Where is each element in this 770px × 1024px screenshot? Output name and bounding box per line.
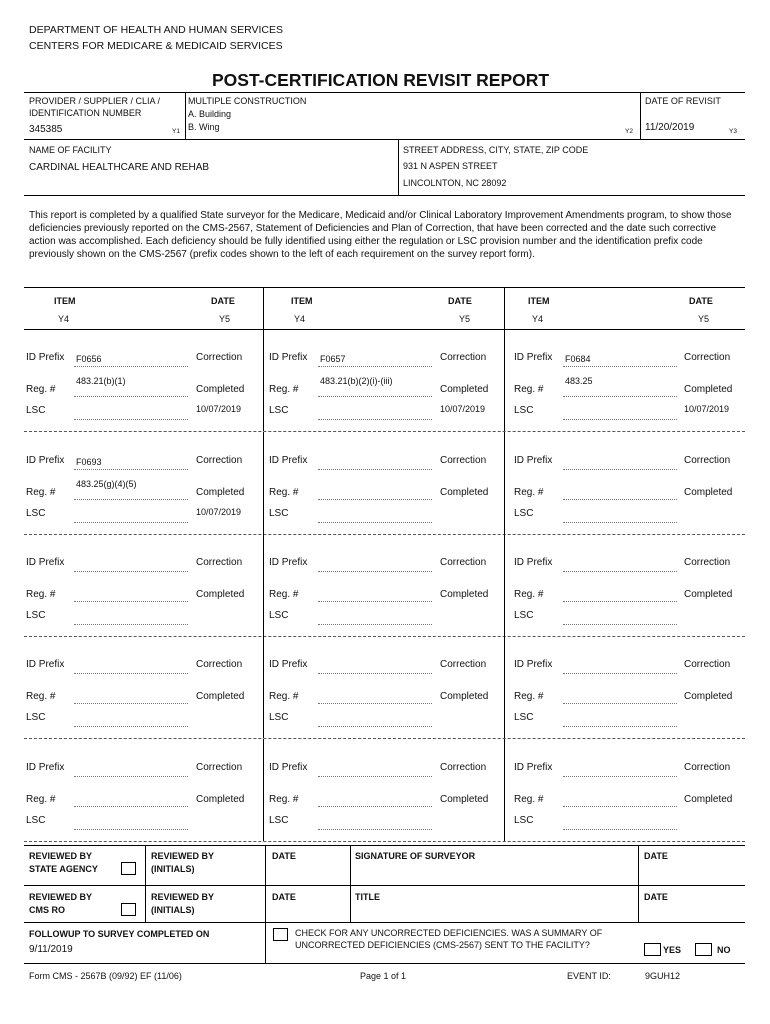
item-header-1: ITEM	[54, 296, 76, 306]
lsc-field	[74, 522, 188, 523]
lsc-field	[74, 726, 188, 727]
reg-number-field	[563, 703, 677, 704]
correction-label: Correction	[196, 352, 243, 363]
id-prefix-label: ID Prefix	[26, 352, 65, 363]
address-label: STREET ADDRESS, CITY, STATE, ZIP CODE	[403, 145, 589, 155]
reg-label: Reg. #	[26, 487, 56, 498]
column-divider	[263, 534, 264, 636]
lsc-label: LSC	[514, 712, 534, 723]
completed-label: Completed	[196, 487, 245, 498]
reg-number-value[interactable]: 483.21(b)(2)(i)-(iii)	[320, 376, 393, 386]
reg-label: Reg. #	[514, 691, 544, 702]
lsc-field	[318, 829, 432, 830]
correction-label: Correction	[196, 762, 243, 773]
completed-label: Completed	[440, 589, 489, 600]
row-separator	[24, 534, 745, 535]
lsc-label: LSC	[514, 405, 534, 416]
intro-paragraph: This report is completed by a qualified State surveyor for the Medicare, Medicaid and/or Clinical Laboratory Improvement Amendments program, to show those deficiencies previously reported on the CMS-2567, Statement of Deficiencies and Plan of Correction, that have been corrected and the date such corrective action was accomplished. Each deficiency should be fully identified using either the regulation or LSC provision number and the identification prefix code previously shown on the CMS-2567 (prefix codes shown to the left of each requirement on the survey report form).	[29, 210, 732, 260]
lsc-field	[74, 419, 188, 420]
reviewed-state-label: REVIEWED BY	[29, 851, 93, 861]
id-prefix-field	[74, 366, 188, 367]
lsc-field	[563, 726, 677, 727]
lsc-field	[74, 829, 188, 830]
check-text-2: UNCORRECTED DEFICIENCIES (CMS-2567) SENT TO THE FACILITY?	[295, 940, 590, 950]
id-prefix-label: ID Prefix	[514, 455, 553, 466]
id-prefix-field	[563, 571, 677, 572]
followup-date-value[interactable]: 9/11/2019	[29, 944, 73, 955]
row-separator	[24, 738, 745, 739]
reg-number-field	[318, 703, 432, 704]
lsc-label: LSC	[269, 815, 289, 826]
reg-number-field	[563, 806, 677, 807]
item-header-3: ITEM	[528, 296, 550, 306]
id-prefix-value[interactable]: F0684	[565, 354, 591, 364]
lsc-field	[318, 419, 432, 420]
item-header-2: ITEM	[291, 296, 313, 306]
correction-label: Correction	[440, 352, 487, 363]
correction-label: Correction	[684, 557, 731, 568]
title-label: TITLE	[355, 892, 380, 902]
id-prefix-label: ID Prefix	[514, 659, 553, 670]
building-label[interactable]: A. Building	[188, 109, 232, 119]
reg-number-field	[318, 499, 432, 500]
completed-label: Completed	[684, 487, 733, 498]
facility-name-label: NAME OF FACILITY	[29, 145, 112, 155]
id-prefix-label: ID Prefix	[514, 762, 553, 773]
id-prefix-label: ID Prefix	[269, 352, 308, 363]
id-prefix-field	[563, 469, 677, 470]
column-divider	[263, 636, 264, 738]
reg-label: Reg. #	[514, 487, 544, 498]
followup-label: FOLLOWUP TO SURVEY COMPLETED ON	[29, 929, 210, 939]
id-prefix-field	[318, 469, 432, 470]
lsc-label: LSC	[269, 610, 289, 621]
reg-number-field	[74, 703, 188, 704]
reg-label: Reg. #	[514, 589, 544, 600]
column-divider	[504, 739, 505, 841]
id-prefix-label: ID Prefix	[514, 557, 553, 568]
reg-number-field	[74, 499, 188, 500]
column-divider	[263, 432, 264, 534]
reviewed-cms-label: REVIEWED BY	[29, 892, 93, 902]
lsc-field	[74, 624, 188, 625]
no-checkbox[interactable]	[695, 943, 712, 956]
completed-label: Completed	[684, 384, 733, 395]
reg-label: Reg. #	[269, 589, 299, 600]
row-separator	[24, 431, 745, 432]
reg-number-field	[563, 601, 677, 602]
provider-id-value[interactable]: 345385	[29, 124, 63, 135]
id-prefix-label: ID Prefix	[26, 557, 65, 568]
correction-label: Correction	[196, 557, 243, 568]
lsc-field	[563, 829, 677, 830]
state-agency-checkbox[interactable]	[121, 862, 136, 875]
reviewed-initials-label-b2: (INITIALS)	[151, 905, 195, 915]
reg-label: Reg. #	[269, 691, 299, 702]
id-prefix-field	[563, 366, 677, 367]
reviewed-initials-label-b: REVIEWED BY	[151, 892, 215, 902]
reviewed-initials-label-2: (INITIALS)	[151, 864, 195, 874]
lsc-label: LSC	[514, 815, 534, 826]
y5-header-2: Y5	[459, 314, 471, 324]
lsc-label: LSC	[269, 405, 289, 416]
no-label: NO	[717, 945, 731, 955]
lsc-label: LSC	[26, 610, 46, 621]
correction-label: Correction	[684, 455, 731, 466]
id-prefix-value[interactable]: F0693	[76, 457, 102, 467]
reg-label: Reg. #	[26, 589, 56, 600]
row-separator	[24, 841, 745, 842]
yes-checkbox[interactable]	[644, 943, 661, 956]
id-prefix-label: ID Prefix	[26, 659, 65, 670]
reviewed-cms-label-2: CMS RO	[29, 905, 65, 915]
y5-header-3: Y5	[698, 314, 710, 324]
reviewed-state-label-2: STATE AGENCY	[29, 864, 98, 874]
correction-label: Correction	[684, 762, 731, 773]
id-prefix-label: ID Prefix	[269, 762, 308, 773]
column-divider	[263, 739, 264, 841]
correction-label: Correction	[440, 659, 487, 670]
column-divider	[263, 329, 264, 431]
completed-date-value[interactable]: 10/07/2019	[440, 404, 486, 414]
y4-header-2: Y4	[294, 314, 306, 324]
date-header-3: DATE	[689, 296, 713, 306]
lsc-label: LSC	[269, 508, 289, 519]
lsc-label: LSC	[26, 815, 46, 826]
completed-label: Completed	[196, 691, 245, 702]
correction-label: Correction	[196, 455, 243, 466]
signature-label: SIGNATURE OF SURVEYOR	[355, 851, 476, 861]
completed-label: Completed	[196, 794, 245, 805]
reg-label: Reg. #	[514, 384, 544, 395]
correction-label: Correction	[684, 352, 731, 363]
reg-label: Reg. #	[269, 487, 299, 498]
uncorrected-checkbox[interactable]	[273, 928, 288, 941]
street-value[interactable]: 931 N ASPEN STREET	[403, 161, 498, 171]
correction-label: Correction	[440, 557, 487, 568]
id-prefix-field	[563, 673, 677, 674]
id-prefix-field	[318, 673, 432, 674]
completed-date-value[interactable]: 10/07/2019	[684, 404, 730, 414]
facility-name-value[interactable]: CARDINAL HEALTHCARE AND REHAB	[29, 162, 210, 173]
y4-header-1: Y4	[58, 314, 70, 324]
id-prefix-label: ID Prefix	[269, 455, 308, 466]
date-header-2: DATE	[448, 296, 472, 306]
reg-number-field	[74, 806, 188, 807]
construction-label: MULTIPLE CONSTRUCTION	[188, 96, 307, 106]
column-divider	[504, 636, 505, 738]
completed-label: Completed	[684, 589, 733, 600]
lsc-field	[563, 624, 677, 625]
reg-number-value[interactable]: 483.25(g)(4)(5)	[76, 479, 137, 489]
correction-label: Correction	[196, 659, 243, 670]
reg-number-value[interactable]: 483.21(b)(1)	[76, 376, 126, 386]
reg-label: Reg. #	[514, 794, 544, 805]
id-prefix-label: ID Prefix	[514, 352, 553, 363]
lsc-label: LSC	[514, 508, 534, 519]
y5-header-1: Y5	[219, 314, 231, 324]
yes-label: YES	[663, 945, 682, 955]
date-label-1: DATE	[272, 851, 296, 861]
provider-label-2: IDENTIFICATION NUMBER	[29, 108, 142, 118]
lsc-label: LSC	[26, 508, 46, 519]
id-prefix-value[interactable]: F0656	[76, 354, 102, 364]
id-prefix-label: ID Prefix	[269, 659, 308, 670]
wing-label[interactable]: B. Wing	[188, 122, 220, 132]
completed-label: Completed	[440, 794, 489, 805]
page-title: POST-CERTIFICATION REVISIT REPORT	[212, 70, 550, 90]
event-id-label: EVENT ID:	[567, 971, 611, 981]
correction-label: Correction	[684, 659, 731, 670]
id-prefix-label: ID Prefix	[26, 455, 65, 466]
reg-number-field	[318, 601, 432, 602]
id-prefix-field	[318, 366, 432, 367]
correction-label: Correction	[440, 762, 487, 773]
lsc-field	[318, 726, 432, 727]
id-prefix-field	[318, 776, 432, 777]
page-number: Page 1 of 1	[360, 971, 407, 981]
reg-label: Reg. #	[26, 691, 56, 702]
completed-label: Completed	[440, 487, 489, 498]
completed-label: Completed	[196, 589, 245, 600]
id-prefix-field	[74, 469, 188, 470]
lsc-field	[563, 522, 677, 523]
form-number: Form CMS - 2567B (09/92) EF (11/06)	[29, 971, 182, 981]
centers-name: CENTERS FOR MEDICARE & MEDICAID SERVICES	[29, 40, 283, 52]
reg-label: Reg. #	[26, 794, 56, 805]
completed-label: Completed	[684, 794, 733, 805]
revisit-date-value[interactable]: 11/20/2019	[645, 122, 695, 133]
lsc-label: LSC	[26, 712, 46, 723]
city-value[interactable]: LINCOLNTON, NC 28092	[403, 178, 507, 188]
provider-label: PROVIDER / SUPPLIER / CLIA /	[29, 96, 161, 106]
y4-header-3: Y4	[532, 314, 544, 324]
reg-label: Reg. #	[26, 384, 56, 395]
completed-label: Completed	[684, 691, 733, 702]
id-prefix-label: ID Prefix	[269, 557, 308, 568]
date-header-1: DATE	[211, 296, 235, 306]
id-prefix-field	[318, 571, 432, 572]
id-prefix-field	[74, 776, 188, 777]
id-prefix-field	[74, 673, 188, 674]
lsc-field	[318, 522, 432, 523]
date-label-2: DATE	[644, 851, 668, 861]
reg-number-field	[318, 396, 432, 397]
completed-date-value[interactable]: 10/07/2019	[196, 507, 242, 517]
date-label-3: DATE	[272, 892, 296, 902]
column-divider	[504, 432, 505, 534]
correction-label: Correction	[440, 455, 487, 466]
completed-date-value[interactable]: 10/07/2019	[196, 404, 242, 414]
reg-number-value[interactable]: 483.25	[565, 376, 593, 386]
id-prefix-label: ID Prefix	[26, 762, 65, 773]
provider-code: Y1	[172, 128, 180, 135]
reg-label: Reg. #	[269, 794, 299, 805]
reg-number-field	[318, 806, 432, 807]
id-prefix-field	[74, 571, 188, 572]
department-name: DEPARTMENT OF HEALTH AND HUMAN SERVICES	[29, 24, 283, 36]
lsc-label: LSC	[26, 405, 46, 416]
reg-number-field	[74, 396, 188, 397]
event-id-value: 9GUH12	[645, 971, 681, 981]
check-text: CHECK FOR ANY UNCORRECTED DEFICIENCIES. WAS A SUMMARY OF	[295, 928, 603, 938]
construction-code: Y2	[625, 128, 633, 135]
lsc-label: LSC	[514, 610, 534, 621]
reg-number-field	[563, 499, 677, 500]
reviewed-initials-label: REVIEWED BY	[151, 851, 215, 861]
date-label-4: DATE	[644, 892, 668, 902]
cms-ro-checkbox[interactable]	[121, 903, 136, 916]
lsc-field	[563, 419, 677, 420]
reg-number-field	[74, 601, 188, 602]
completed-label: Completed	[440, 691, 489, 702]
reg-number-field	[563, 396, 677, 397]
revisit-code: Y3	[729, 128, 737, 135]
lsc-label: LSC	[269, 712, 289, 723]
completed-label: Completed	[440, 384, 489, 395]
completed-label: Completed	[196, 384, 245, 395]
lsc-field	[318, 624, 432, 625]
column-divider	[504, 329, 505, 431]
id-prefix-value[interactable]: F0657	[320, 354, 346, 364]
reg-label: Reg. #	[269, 384, 299, 395]
revisit-date-label: DATE OF REVISIT	[645, 96, 721, 106]
row-separator	[24, 636, 745, 637]
column-divider	[504, 534, 505, 636]
id-prefix-field	[563, 776, 677, 777]
